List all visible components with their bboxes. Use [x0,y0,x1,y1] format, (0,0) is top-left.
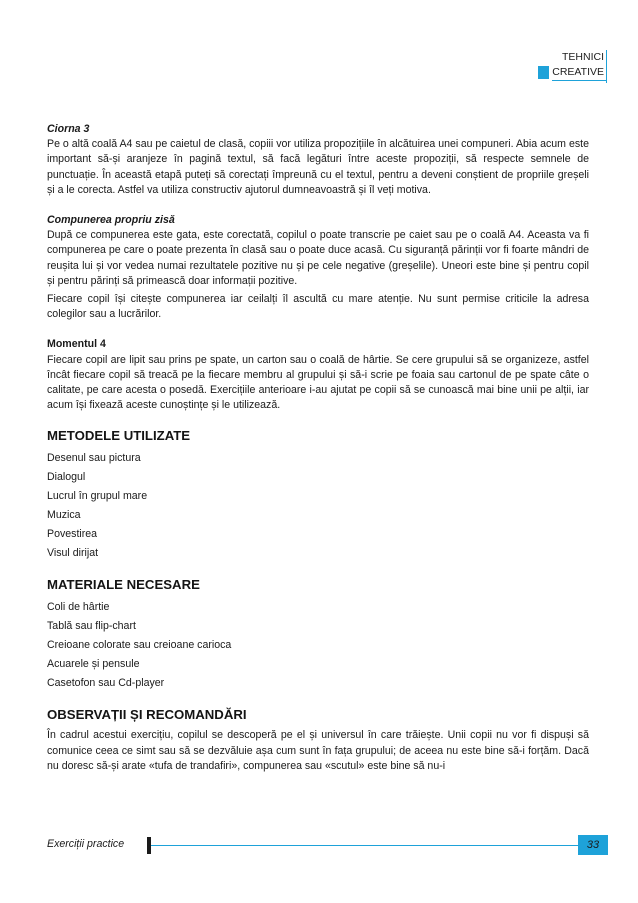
list-item: Coli de hârtie [47,601,110,614]
momentul-title: Momentul 4 [47,338,106,351]
list-item: Acuarele și pensule [47,658,140,671]
list-item: Creioane colorate sau creioane carioca [47,639,232,652]
materiale-list [47,598,589,693]
list-item: Visul dirijat [47,547,99,560]
list-item: Casetofon sau Cd-player [47,677,165,690]
list-item: Desenul sau pictura [47,452,141,465]
running-header [517,50,607,81]
header-accent-line [606,50,607,83]
compunerea-paragraph-1: După ce compunerea este gata, este corectată, copilul o poate transcrie pe caiet sau pe o coală A4. Aceasta va fi compunerea pe care o poate prezenta în clasă sau o poate duce acasă. Cu siguranță părinții vor fi foarte mândri de reușita lui și vor vedea numai rezultatele pozitive nu și pe cele negative (greșelile). Uneori este bine și pentru copil și pentru părinți să primească doar informații pozitive. [47,229,589,287]
header-accent-square [538,66,549,79]
momentul-paragraph: Fiecare copil are lipit sau prins pe spate, un carton sau o coală de hârtie. Se cere grupului să se organizeze, astfel încât fiecare copil să treacă pe la fiecare membru al grupului și să-i scrie pe foaia sau cartonul de pe spate câte o calitate, pe care acesta o posedă. Exercițiile anterioare i-au ajutat pe copii să se cunoască mai bine unii pe alții, iar acum își fixează aceste cunoștințe și le utilizează. [47,353,589,412]
list-item: Dialogul [47,471,86,484]
list-item: Povestirea [47,528,98,541]
metodele-list [47,449,589,563]
footer-rule [151,845,578,846]
compunerea-title: Compunerea propriu zisă [47,214,175,227]
header-line-2: CREATIVE [552,65,607,81]
compunerea-paragraph-2: Fiecare copil își citește compunerea iar ceilalți îl ascultă cu mare atenție. Nu sunt permise criticile la adresa colegilor sau a lucrărilor. [47,293,589,321]
header-line-2-row [517,65,607,81]
page-content [47,122,589,774]
observatii-paragraph: În cadrul acestui exercițiu, copilul se descoperă pe el și universul în care trăiește. Unii copii nu vor fi dispuși să comunice ceea ce simt sau să se dezvăluie așa cum sunt în fața grupului; de aceea nu este bine să-i forțăm. Dacă nu doresc să-și arate «tufa de trandafiri», compunerea sau «scutul» este bine să nu-i [47,729,589,772]
ciorna-title: Ciorna 3 [47,123,90,135]
page-number: 33 [578,835,608,855]
list-item: Muzica [47,509,81,522]
page-footer [0,834,638,856]
header-line-1: TEHNICI [562,51,604,63]
observatii-heading: OBSERVAȚII ȘI RECOMANDĂRI [47,707,247,723]
ciorna-paragraph: Pe o altă coală A4 sau pe caietul de clasă, copiii vor utiliza propozițiile în alcătuirea unei compuneri. Abia acum este important să-și aranjeze în pagină textul, să facă legături între aceste propoziții, să respecte semnele de punctuație. În această etapă puteți să corectați împreună cu el textul, pentru a deveni conștient de propriile greșeli și a le corecta. Astfel va utiliza constructiv ajutorul dumneavoastră și îl veți motiva. [47,138,589,196]
materiale-heading: MATERIALE NECESARE [47,577,200,593]
footer-label: Exerciții practice [47,838,125,850]
metodele-heading: METODELE UTILIZATE [47,428,191,444]
list-item: Lucrul în grupul mare [47,490,148,503]
list-item: Tablă sau flip-chart [47,620,136,633]
